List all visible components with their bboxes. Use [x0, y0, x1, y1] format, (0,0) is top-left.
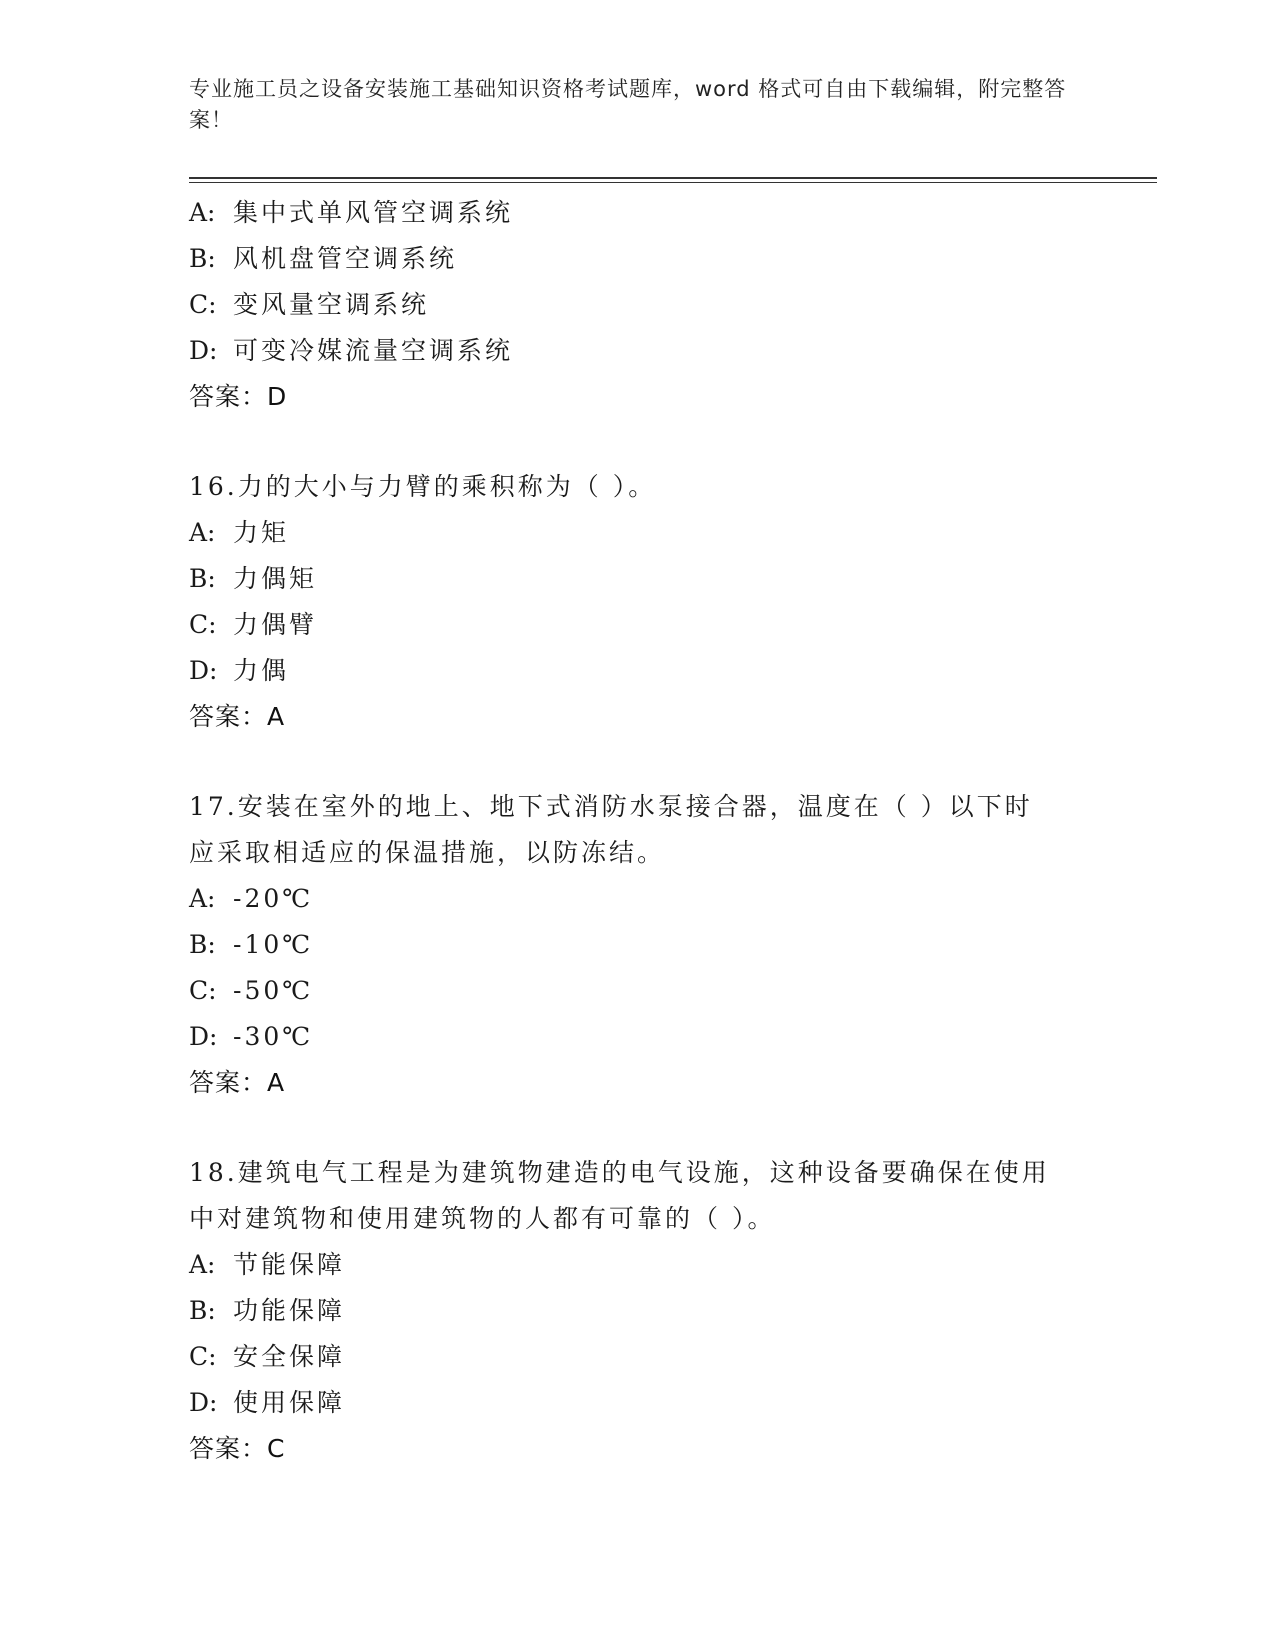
- spacer: [189, 420, 1149, 464]
- option-c: [189, 968, 1149, 1014]
- option-letter: A:: [189, 884, 216, 913]
- option-letter: B:: [189, 564, 216, 593]
- header-divider-top: [189, 177, 1157, 179]
- option-a: [189, 876, 1149, 922]
- question-15: [189, 190, 1149, 420]
- question-18: [189, 1150, 1149, 1472]
- option-text: 安全保障: [233, 1342, 346, 1371]
- question-text: 16.力的大小与力臂的乘积称为（ ）。: [189, 472, 657, 501]
- option-b: [189, 1288, 1149, 1334]
- option-c: [189, 602, 1149, 648]
- header-divider-bottom: [189, 182, 1157, 183]
- option-a: [189, 510, 1149, 556]
- option-text: 节能保障: [233, 1250, 346, 1279]
- option-b: [189, 556, 1149, 602]
- option-text: 变风量空调系统: [233, 290, 430, 319]
- option-d: [189, 1014, 1149, 1060]
- option-letter: D:: [189, 336, 218, 365]
- spacer: [189, 1106, 1149, 1150]
- answer-line: 答案：D: [189, 382, 288, 411]
- option-text: 风机盘管空调系统: [233, 244, 458, 273]
- option-text: -50℃: [233, 976, 314, 1005]
- question-text: 17.安装在室外的地上、地下式消防水泵接合器，温度在（ ）以下时应采取相适应的保温措施，以防冻结。: [189, 792, 1033, 867]
- option-b: [189, 922, 1149, 968]
- option-a: [189, 1242, 1149, 1288]
- answer-line: 答案：C: [189, 1434, 286, 1463]
- option-letter: C:: [189, 1342, 217, 1371]
- option-c: [189, 282, 1149, 328]
- option-letter: A:: [189, 198, 216, 227]
- option-text: 力偶矩: [233, 564, 318, 593]
- option-text: -20℃: [233, 884, 314, 913]
- question-16: [189, 464, 1149, 740]
- option-d: [189, 648, 1149, 694]
- option-text: 集中式单风管空调系统: [233, 198, 514, 227]
- option-d: [189, 1380, 1149, 1426]
- option-letter: B:: [189, 244, 216, 273]
- option-letter: C:: [189, 290, 217, 319]
- option-letter: B:: [189, 930, 216, 959]
- question-text: 18.建筑电气工程是为建筑物建造的电气设施，这种设备要确保在使用中对建筑物和使用建筑物的人都有可靠的（ ）。: [189, 1158, 1050, 1233]
- option-text: 力矩: [233, 518, 290, 547]
- option-letter: A:: [189, 518, 216, 547]
- option-text: -30℃: [233, 1022, 314, 1051]
- option-letter: D:: [189, 656, 218, 685]
- option-b: [189, 236, 1149, 282]
- option-letter: D:: [189, 1022, 218, 1051]
- question-17: [189, 784, 1149, 1106]
- question-list: [189, 190, 1149, 1472]
- option-text: 使用保障: [233, 1388, 346, 1417]
- option-text: -10℃: [233, 930, 314, 959]
- option-text: 可变冷媒流量空调系统: [233, 336, 514, 365]
- option-letter: A:: [189, 1250, 216, 1279]
- option-d: [189, 328, 1149, 374]
- option-text: 功能保障: [233, 1296, 346, 1325]
- option-a: [189, 190, 1149, 236]
- option-text: 力偶臂: [233, 610, 318, 639]
- document-header: 专业施工员之设备安装施工基础知识资格考试题库，word 格式可自由下载编辑，附完整答案！: [189, 77, 1067, 132]
- option-text: 力偶: [233, 656, 290, 685]
- spacer: [189, 740, 1149, 784]
- option-letter: D:: [189, 1388, 218, 1417]
- option-letter: C:: [189, 610, 217, 639]
- answer-line: 答案：A: [189, 702, 286, 731]
- option-letter: B:: [189, 1296, 216, 1325]
- answer-line: 答案：A: [189, 1068, 286, 1097]
- option-letter: C:: [189, 976, 217, 1005]
- option-c: [189, 1334, 1149, 1380]
